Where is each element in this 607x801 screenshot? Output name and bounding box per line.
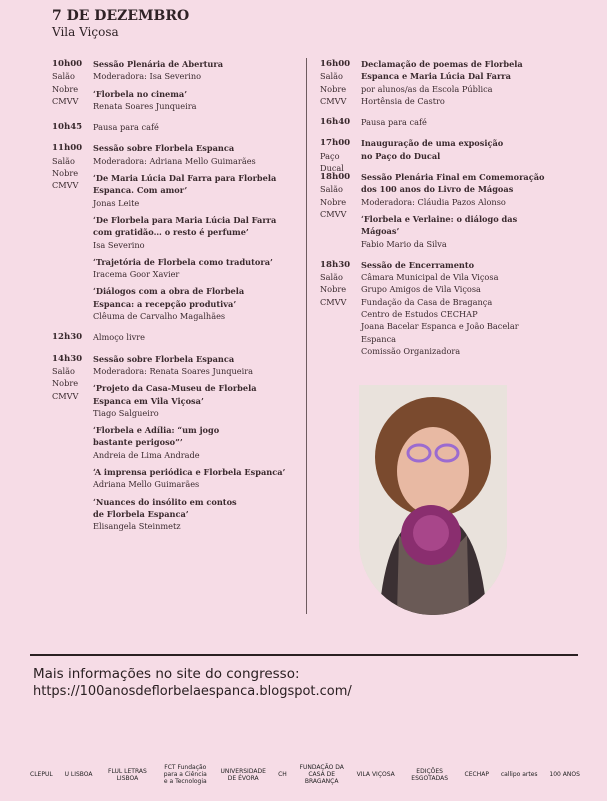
sponsor-logo: callipo artes bbox=[500, 771, 538, 778]
session-time: 16h00 bbox=[320, 59, 351, 69]
session-line: Moderadora: Adriana Mello Guimarães bbox=[93, 155, 256, 166]
session-room: Salão bbox=[320, 184, 343, 195]
session-content bbox=[93, 58, 298, 112]
session-block bbox=[320, 116, 550, 128]
session-content bbox=[361, 116, 550, 128]
session-room: Ducal bbox=[320, 163, 344, 174]
session-title: no Paço do Ducal bbox=[361, 150, 441, 161]
talk-title: com gratidão… o resto é perfume’ bbox=[93, 227, 249, 238]
session-line: Fundação da Casa de Bragança bbox=[361, 296, 493, 307]
session-block bbox=[52, 353, 298, 533]
session-block bbox=[52, 142, 298, 322]
talk-speaker: Isa Severino bbox=[93, 239, 145, 250]
session-line: Pausa para café bbox=[361, 117, 427, 128]
talk bbox=[93, 382, 298, 419]
session-line: Comissão Organizadora bbox=[361, 345, 461, 356]
sponsor-logo: U LISBOA bbox=[64, 771, 93, 778]
session-line: Centro de Estudos CECHAP bbox=[361, 309, 478, 320]
talk bbox=[93, 214, 298, 251]
sponsor-logo: FUNDAÇÃO DA CASA DE BRAGANÇA bbox=[299, 764, 344, 785]
sponsor-logo: FCT Fundação para a Ciência e a Tecnologia bbox=[163, 764, 207, 785]
session-room: CMVV bbox=[320, 95, 347, 106]
talk-title: ‘Trajetória de Florbela como tradutora’ bbox=[93, 256, 273, 267]
session-content bbox=[93, 142, 298, 322]
session-room: Nobre bbox=[52, 168, 79, 179]
session-content bbox=[93, 121, 298, 133]
session-block bbox=[320, 259, 550, 357]
sponsor-logo: UNIVERSIDADE DE ÉVORA bbox=[220, 767, 266, 782]
session-block bbox=[52, 58, 298, 112]
session-block bbox=[52, 331, 298, 343]
talk-title: ‘De Florbela para Maria Lúcia Dal Farra bbox=[93, 214, 277, 225]
schedule-right-column bbox=[320, 58, 550, 357]
sponsor-logos bbox=[30, 752, 580, 797]
talk bbox=[361, 213, 550, 250]
talk-speaker: Elisangela Steinmetz bbox=[93, 521, 181, 532]
session-title: Sessão Plenária de Abertura bbox=[93, 59, 224, 69]
session-content bbox=[93, 331, 298, 343]
session-line: Joana Bacelar Espanca e João Bacelar Espanca bbox=[361, 321, 519, 344]
session-content bbox=[361, 171, 550, 250]
session-line: Almoço livre bbox=[93, 332, 145, 343]
session-room: Salão bbox=[320, 71, 343, 82]
session-room: CMVV bbox=[320, 208, 347, 219]
session-room: CMVV bbox=[52, 95, 79, 106]
session-time: 17h00 bbox=[320, 138, 351, 149]
column-divider bbox=[306, 58, 307, 614]
session-side bbox=[52, 121, 84, 133]
talk-title: ‘Florbela e Verlaine: o diálogo das Mágoas’ bbox=[361, 213, 518, 237]
talk-speaker: Andreia de Lima Andrade bbox=[93, 449, 200, 460]
talk-speaker: Fabio Mario da Silva bbox=[361, 238, 447, 249]
talk bbox=[93, 285, 298, 322]
talk bbox=[93, 88, 298, 113]
session-line: Grupo Amigos de Vila Viçosa bbox=[361, 284, 481, 295]
talk-speaker: Tiago Salgueiro bbox=[93, 407, 159, 418]
session-room: Salão bbox=[52, 71, 75, 82]
session-room: Salão bbox=[52, 365, 75, 376]
talk-title: ‘Nuances do insólito em contos bbox=[93, 496, 237, 507]
talk-title: Espanca. Com amor’ bbox=[93, 185, 188, 196]
event-place: Vila Viçosa bbox=[52, 25, 119, 39]
talk-title: ‘Projeto da Casa-Museu de Florbela bbox=[93, 383, 257, 394]
session-title: Declamação de poemas de Florbela bbox=[361, 59, 523, 69]
talk bbox=[93, 172, 298, 209]
session-line: Moderadora: Cláudia Pazos Alonso bbox=[361, 196, 506, 207]
session-room: CMVV bbox=[52, 390, 79, 401]
session-content bbox=[93, 353, 298, 533]
session-title: Espanca e Maria Lúcia Dal Farra bbox=[361, 71, 511, 82]
talk bbox=[93, 466, 298, 491]
sponsor-logo: VILA VIÇOSA bbox=[356, 771, 395, 778]
talk-speaker: Adriana Mello Guimarães bbox=[93, 479, 200, 490]
session-time: 10h45 bbox=[52, 122, 83, 133]
sponsor-logo: CECHAP bbox=[464, 771, 489, 778]
session-room: Paço bbox=[320, 150, 340, 161]
session-time: 12h30 bbox=[52, 332, 83, 343]
session-side bbox=[320, 171, 352, 220]
session-title: Inauguração de uma exposição bbox=[361, 138, 504, 149]
session-content bbox=[361, 58, 550, 107]
talk-speaker: Jonas Leite bbox=[93, 197, 140, 208]
talk bbox=[93, 424, 298, 461]
talk-title: Espanca: a recepção produtiva’ bbox=[93, 298, 237, 309]
speaker-photo bbox=[359, 385, 507, 615]
talk-speaker: Clêuma de Carvalho Magalhães bbox=[93, 311, 226, 322]
schedule-left-column bbox=[52, 58, 298, 533]
talk-title: ‘Florbela no cinema’ bbox=[93, 88, 188, 99]
session-title: Sessão Plenária Final em Comemoração bbox=[361, 172, 545, 183]
sponsor-logo: CH bbox=[278, 771, 287, 778]
session-content bbox=[361, 259, 550, 357]
sponsor-logo: EDIÇÕES ESGOTADAS bbox=[411, 767, 448, 782]
sponsor-logo: FLUL LETRAS LISBOA bbox=[108, 767, 147, 782]
session-side bbox=[52, 58, 84, 107]
talk-speaker: Iracema Goor Xavier bbox=[93, 269, 180, 280]
session-block bbox=[52, 121, 298, 133]
session-room: Nobre bbox=[320, 196, 347, 207]
session-side bbox=[320, 259, 352, 308]
talk-title: ‘De Maria Lúcia Dal Farra para Florbela bbox=[93, 173, 277, 184]
sponsor-logo: 100 ANOS bbox=[549, 771, 580, 778]
sponsor-logo: CLEPUL bbox=[30, 771, 53, 778]
talk bbox=[93, 496, 298, 533]
event-day: 7 DE DEZEMBRO bbox=[52, 8, 190, 24]
talk-speaker: Renata Soares Junqueira bbox=[93, 100, 197, 111]
session-title: Sessão sobre Florbela Espanca bbox=[93, 353, 235, 364]
session-block bbox=[320, 171, 550, 250]
session-time: 18h30 bbox=[320, 259, 351, 270]
session-time: 11h00 bbox=[52, 143, 83, 154]
session-line: Câmara Municipal de Vila Viçosa bbox=[361, 272, 499, 283]
session-room: Nobre bbox=[52, 83, 79, 94]
talk-title: de Florbela Espanca’ bbox=[93, 508, 189, 519]
session-line: Moderadora: Isa Severino bbox=[93, 71, 202, 82]
session-room: CMVV bbox=[320, 296, 347, 307]
session-side bbox=[320, 58, 352, 107]
session-room: Salão bbox=[320, 272, 343, 283]
session-time: 18h00 bbox=[320, 172, 351, 183]
session-block bbox=[320, 137, 550, 174]
session-title: Sessão sobre Florbela Espanca bbox=[93, 143, 235, 154]
session-room: CMVV bbox=[52, 180, 79, 191]
session-side bbox=[52, 353, 84, 402]
talk-title: ‘Florbela e Adília: “um jogo bbox=[93, 425, 220, 436]
congress-link[interactable]: https://100anosdeflorbelaespanca.blogspot.com/ bbox=[33, 684, 352, 699]
talk bbox=[93, 256, 298, 281]
talk-title: bastante perigoso”’ bbox=[93, 437, 183, 448]
session-room: Nobre bbox=[320, 83, 347, 94]
session-line: Hortênsia de Castro bbox=[361, 95, 445, 106]
session-side bbox=[52, 331, 84, 343]
talk-title: ‘Diálogos com a obra de Florbela bbox=[93, 286, 245, 297]
session-room: Salão bbox=[52, 155, 75, 166]
session-content bbox=[361, 137, 550, 162]
session-room: Nobre bbox=[320, 284, 347, 295]
footer-rule bbox=[30, 654, 578, 656]
session-title: Sessão de Encerramento bbox=[361, 259, 475, 270]
session-block bbox=[320, 58, 550, 107]
session-side bbox=[320, 116, 352, 128]
session-line: Pausa para café bbox=[93, 122, 159, 133]
session-room: Nobre bbox=[52, 378, 79, 389]
session-side bbox=[320, 137, 352, 174]
session-side bbox=[52, 142, 84, 191]
session-time: 16h40 bbox=[320, 117, 351, 128]
session-time: 10h00 bbox=[52, 59, 83, 69]
talk-title: Espanca em Vila Viçosa’ bbox=[93, 395, 204, 406]
session-title: dos 100 anos do Livro de Mágoas bbox=[361, 184, 514, 195]
session-line: por alunos/as da Escola Pública bbox=[361, 83, 493, 94]
more-info-text: Mais informações no site do congresso: bbox=[33, 666, 300, 682]
session-line: Moderadora: Renata Soares Junqueira bbox=[93, 365, 254, 376]
session-time: 14h30 bbox=[52, 353, 83, 364]
talk-title: ‘A imprensa periódica e Florbela Espanca’ bbox=[93, 467, 286, 478]
